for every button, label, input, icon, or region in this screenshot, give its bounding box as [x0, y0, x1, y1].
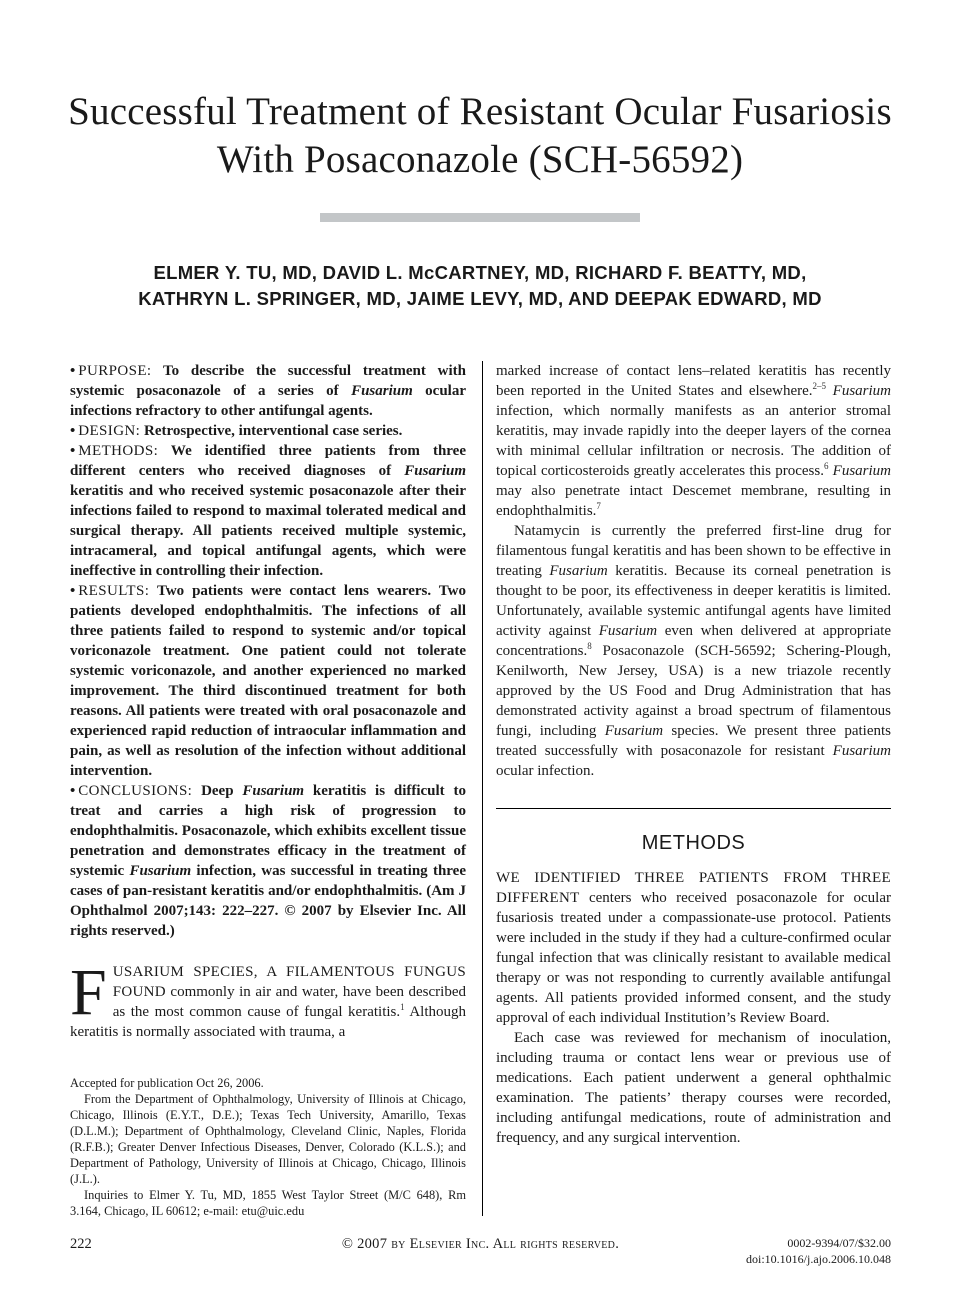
article-title: Successful Treatment of Resistant Ocular Fusariosis With Posaconazole (SCH-56592): [68, 90, 892, 181]
page-number: 222: [70, 1236, 92, 1252]
p2-text-c: even when delivered at appropriate concentrations.: [496, 623, 891, 659]
reference-link[interactable]: 6: [823, 461, 829, 471]
bullet-icon: •: [70, 423, 76, 439]
doi-link[interactable]: doi:10.1016/j.ajo.2006.10.048: [746, 1252, 891, 1266]
conclusions-text-end: infection, was successful in treating three cases of pan-resistant keratitis and/or endophthalmitis. (Am J Ophthalmol 2007;143: 222–227. © 2007 by Elsevier Inc. All rights reserved.): [70, 863, 466, 939]
methods-heading: METHODS: [641, 832, 746, 854]
bullet-icon: •: [70, 443, 76, 459]
p1-text-end: may also penetrate intact Descemet membrane, resulting in endophthalmitis.: [496, 483, 891, 519]
author-line-2: KATHRYN L. SPRINGER, MD, JAIME LEVY, MD, AND DEEPAK EDWARD, MD: [138, 288, 822, 309]
conclusions-text: Deep: [192, 783, 243, 799]
results-text: Two patients were contact lens wearers. Two patients developed endophthalmitis. The infections of all three patients failed to respond to systemic and/or topical voriconazole treatment. One patient could not tolerate systemic voriconazole, and another experienced no marked improvement. The third discontinued treatment for both reasons. All patients were treated with oral posaconazole and experienced rapid reduction of intraocular inflammation and pain, as well as resolution of the infection without additional intervention.: [70, 583, 466, 779]
purpose-text-end: ocular infections refractory to other antifungal agents.: [70, 383, 466, 419]
p2-text-d: Posaconazole (SCH-56592; Schering-Plough, Kenilworth, New Jersey, USA) is a new triazole recently approved by the US Food and Drug Administration that has demonstrated activity against a broad spectrum of filamentous fungi, including: [496, 643, 891, 739]
intro-paragraph: [70, 956, 466, 1042]
intro-lead: USARIUM SPECIES, A FILAMENTOUS FUNGUS FOUND: [112, 964, 466, 1000]
methods-paragraph-2: Each case was reviewed for mechanism of inoculation, including trauma or contact lens wear or previous use of medications. Each patient underwent a general ophthalmic examination. The patients’ therapy courses were recorded, including antifungal medications, route of administration and frequency, and any surgical intervention.: [496, 1030, 891, 1146]
copyright-notice: © 2007 by Elsevier Inc. All rights reserved.: [341, 1236, 620, 1252]
publication-ids: [746, 1235, 891, 1267]
abstract-purpose: [70, 361, 466, 421]
purpose-italic: Fusarium: [351, 383, 413, 399]
intro-text: commonly in air and water, have been described as the most common cause of fungal keratitis.: [112, 984, 466, 1020]
conclusions-label: CONCLUSIONS:: [78, 783, 193, 799]
conclusions-text-mid: keratitis is difficult to treat and carries a high risk of progression to endophthalmitis. Posaconazole, which exhibits excellent tissue penetration and demonstrates efficacy in the treatment of systemic: [70, 783, 466, 879]
methods-text-end: keratitis and who received systemic posaconazole after their infections failed to respond to maximal tolerated medical and surgical therapy. All patients received multiple systemic, intracameral, and topical antifungal agents, which were ineffective in controlling their infection.: [70, 483, 466, 579]
right-column: [496, 361, 891, 1148]
methods-text: centers who received posaconazole for ocular fusariosis treated under a compassionate-use protocol. Patients were included in the study if they had a culture-confirmed ocular fungal infection that was clinically resistant to available medical therapy or was not responding to currently available antifungal agents. All patients provided informed consent, and the study approval of each individual Institution’s Review Board.: [496, 890, 891, 1026]
reference-link[interactable]: 7: [596, 501, 601, 511]
reference-link[interactable]: 1: [400, 1002, 405, 1012]
design-label: DESIGN:: [78, 423, 141, 439]
section-divider: [496, 808, 891, 809]
p1-italic-2: Fusarium: [832, 463, 892, 479]
author-line-1: ELMER Y. TU, MD, DAVID L. McCARTNEY, MD, RICHARD F. BEATTY, MD,: [153, 262, 807, 283]
column-divider: [482, 361, 483, 1216]
title-divider-bar: [320, 213, 640, 222]
abstract-results: [70, 581, 466, 781]
conclusions-italic-2: Fusarium: [129, 863, 192, 879]
left-column: [70, 361, 466, 1042]
p1-text: marked increase of contact lens–related keratitis has recently been reported in the United States and elsewhere.: [496, 363, 891, 399]
methods-paragraph-1: [496, 868, 891, 1028]
p1-text-mid: infection, which normally manifests as an anterior stromal keratitis, may invade rapidly into the deeper layers of the cornea with minimal cellular infiltration or necrosis. The addition of topical corticosteroids greatly accelerates this process.: [496, 403, 891, 479]
p2-text-b: keratitis. Because its corneal penetration is thought to be poor, its effectiveness in deeper keratitis is limited. Unfortunately, available systemic antifungal agents have limited activity against: [496, 563, 891, 639]
abstract-methods: [70, 441, 466, 581]
footnotes: [70, 1075, 466, 1219]
abstract-conclusions: [70, 781, 466, 941]
p2-italic-2: Fusarium: [598, 623, 658, 639]
reference-link[interactable]: 8: [587, 641, 592, 651]
abstract-design: [70, 421, 466, 441]
methods-text: We identified three patients from three different centers who received diagnoses of: [70, 443, 466, 479]
p2-italic-3: Fusarium: [604, 723, 664, 739]
design-text: Retrospective, interventional case series.: [140, 423, 403, 439]
p2-text-e: species. We present three patients treated successfully with posaconazole for resistant: [496, 723, 892, 759]
reference-link[interactable]: 2–5: [812, 381, 827, 391]
author-list: [60, 260, 900, 312]
results-label: RESULTS:: [78, 583, 150, 599]
conclusions-italic-1: Fusarium: [242, 783, 305, 799]
bullet-icon: •: [70, 363, 76, 379]
p1-italic-1: Fusarium: [832, 383, 891, 399]
body-paragraph-1: [496, 361, 891, 521]
intro-text-end: Although keratitis is normally associated with trauma, a: [70, 1004, 466, 1040]
drop-cap: F: [70, 956, 107, 1029]
p2-italic-1: Fusarium: [549, 563, 608, 579]
abstract: [70, 361, 466, 941]
inquiries-note: Inquiries to Elmer Y. Tu, MD, 1855 West Taylor Street (M/C 648), Rm 3.164, Chicago, IL 60612; e-mail: etu@uic.edu: [70, 1188, 466, 1218]
affiliations-note: From the Department of Ophthalmology, University of Illinois at Chicago, Chicago, Illinois (E.Y.T., D.E.); Texas Tech University, Amarillo, Texas (D.L.M.); Department of Ophthalmology, Cleveland Clinic, Naples, Florida (R.F.B.); Greater Denver Infectious Diseases, Denver, Colorado (K.L.S.); and Department of Pathology, University of Illinois at Chicago, Chicago, Illinois (J.L.).: [70, 1092, 466, 1186]
bullet-icon: •: [70, 783, 76, 799]
methods-italic: Fusarium: [404, 463, 466, 479]
methods-label: METHODS:: [78, 443, 159, 459]
issn: 0002-9394/07/$32.00: [787, 1236, 891, 1250]
body-paragraph-2: [496, 521, 891, 781]
p2-italic-4: Fusarium: [832, 743, 891, 759]
bullet-icon: •: [70, 583, 76, 599]
purpose-text: To describe the successful treatment with systemic posaconazole of a series of: [70, 363, 466, 399]
p2-text-f: ocular infection.: [496, 763, 595, 779]
accepted-note: Accepted for publication Oct 26, 2006.: [70, 1076, 264, 1090]
methods-lead: WE IDENTIFIED THREE PATIENTS FROM THREE DIFFERENT: [496, 870, 891, 906]
purpose-label: PURPOSE:: [78, 363, 152, 379]
p2-text: Natamycin is currently the preferred first-line drug for filamentous fungal keratitis and has been shown to be effective in treating: [496, 523, 891, 579]
